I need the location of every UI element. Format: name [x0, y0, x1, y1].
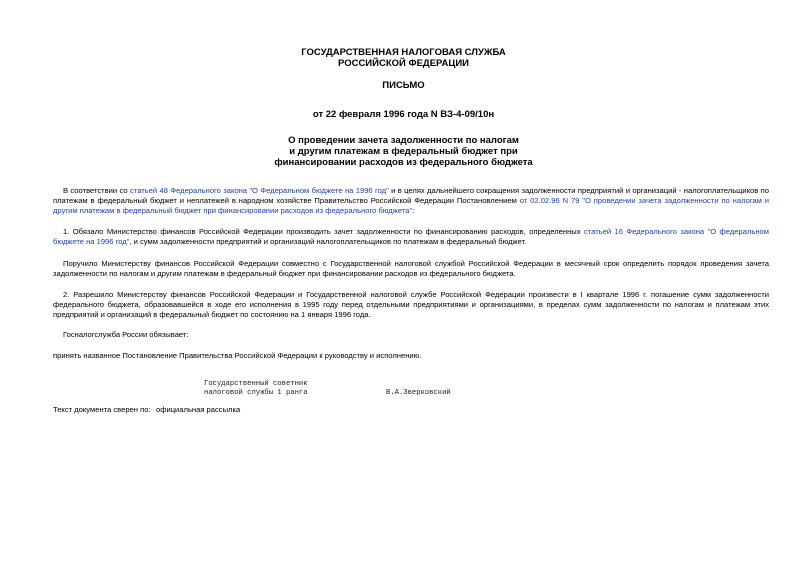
- paragraph-2-text-post: , и сумм задолженности предприятий и организаций налогоплательщиков по платежам в федеральный бюджет.: [129, 237, 527, 246]
- paragraph-1-text-pre: В соответствии со: [63, 186, 130, 195]
- signature-name: В.А.Зверковский: [386, 389, 451, 397]
- document-title-line-1: О проведении зачета задолженности по налогам: [288, 135, 519, 146]
- agency-line-1: ГОСУДАРСТВЕННАЯ НАЛОГОВАЯ СЛУЖБА: [301, 47, 506, 58]
- paragraph-3-text: Поручило Министерству финансов Российской Федерации совместно с Государственной налоговой службой Российской Федерации в месячный срок определить порядок проведения зачета задолженности по налогам и другим платежам в федеральный бюджет при финансировании расходов из федерального бюджета.: [53, 259, 769, 278]
- paragraph-2: [53, 227, 769, 247]
- resolution-79-link[interactable]: от 02.02.96 N 79 "О проведении зачета задолженности по налогам и другим платежам в федеральный бюджет при финансировании расходов из федерального бюджета": [53, 196, 769, 215]
- document-title-line-3: финансировании расходов из федерального бюджета: [274, 157, 533, 168]
- paragraph-4-text: 2. Разрешило Министерству финансов Российской Федерации и Государственной налоговой службе Российской Федерации произвести в I квартале 1996 г. погашение сумм задолженности федерального бюджета, образовавшейся в ходе его исполнения в 1995 году перед отдельными предприятиями и организациями, в пределах сумм задолженности по налогам и платежам этих предприятий и организаций в федеральный бюджет по состоянию на 1 января 1996 года.: [53, 290, 769, 319]
- paragraph-1-text-post: :: [412, 206, 415, 215]
- paragraph-6: принять названное Постановление Правительства Российской Федерации к руководству и исполнению.: [53, 351, 422, 360]
- agency-line-2: РОССИЙСКОЙ ФЕДЕРАЦИИ: [337, 58, 469, 69]
- signature-title-line-1: Государственный советник: [204, 380, 308, 388]
- paragraph-5: Госналогслужба России обязывает:: [63, 330, 189, 339]
- verification-source: официальная рассылка: [156, 405, 241, 414]
- law-article-48-link[interactable]: статьей 48 Федерального закона "О Федеральном бюджете на 1996 год": [130, 186, 389, 195]
- verification-label: Текст документа сверен по:: [53, 405, 151, 414]
- signature-title-line-2: налоговой службы 1 ранга: [204, 389, 308, 397]
- paragraph-1-text-mid: и в целях дальнейшего сокращения задолженности предприятий и организаций - налогоплательщиков по платежам в федеральный бюджет и неплатежей в народном хозяйстве Правительство Российской Федерации Постановлением: [53, 186, 769, 205]
- paragraph-3: [53, 259, 769, 279]
- document-title-line-2: и другим платежам в федеральный бюджет при: [289, 146, 518, 157]
- paragraph-1: [53, 186, 769, 216]
- paragraph-4: [53, 290, 769, 320]
- paragraph-2-text-pre: 1. Обязало Министерство финансов Российской Федерации производить зачет задолженности по финансированию расходов, определенных: [63, 227, 584, 236]
- law-article-16-link[interactable]: статьей 16 Федерального закона "О федеральном бюджете на 1996 год": [53, 227, 769, 246]
- document-type: ПИСЬМО: [382, 80, 425, 91]
- document-date-number: от 22 февраля 1996 года N ВЗ-4-09/10н: [312, 109, 495, 120]
